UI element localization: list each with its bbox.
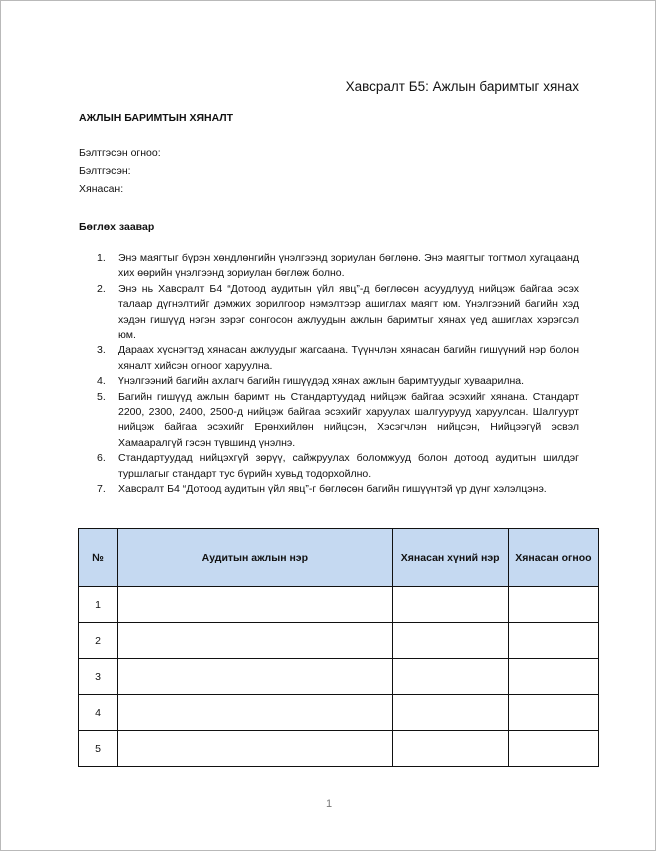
reviewer-name-cell[interactable] (392, 695, 508, 731)
document-title: АЖЛЫН БАРИМТЫН ХЯНАЛТ (79, 112, 234, 124)
audit-name-cell[interactable] (118, 695, 393, 731)
audit-name-cell[interactable] (118, 587, 393, 623)
header-review-date: Хянасан огноо (508, 529, 598, 587)
instruction-item (93, 482, 579, 497)
reviewed-by-label: Хянасан: (79, 183, 124, 195)
table-row (79, 695, 599, 731)
prepared-date-label: Бэлтгэсэн огноо: (79, 147, 161, 159)
table-row (79, 623, 599, 659)
instructions-heading: Бөглөх заавар (79, 221, 155, 233)
instruction-text: Багийн гишүүд ажлын баримт нь Стандартуудад нийцэж байгаа эсэхийг хянана. Стандарт 2200, 2300, 2400, 2500-д нийцэж байгаа эсэхийг харуулах шалгуурууд харуулсан. Шалгуурт нийцэж байгаа эсэхийг Ерөнхийлөн нийцсэн, Хэсэгчлэн нийцсэн, Нийцээгүй эсвэл Хамааралгүй гэсэн түвшинд үнэлнэ. (118, 390, 579, 449)
instruction-number: 3. (97, 344, 106, 357)
instructions-list (93, 251, 579, 498)
page-number: 1 (325, 798, 333, 810)
review-date-cell[interactable] (508, 623, 598, 659)
table-row (79, 587, 599, 623)
table-row (79, 659, 599, 695)
review-date-cell[interactable] (508, 659, 598, 695)
review-date-cell[interactable] (508, 695, 598, 731)
reviewer-name-cell[interactable] (392, 731, 508, 767)
instruction-item (93, 251, 579, 282)
row-number: 4 (79, 695, 118, 731)
review-date-cell[interactable] (508, 731, 598, 767)
instruction-item (93, 343, 579, 374)
instruction-text: Стандартуудад нийцэхгүй зөрүү, сайжруулах боломжууд болон дотоод аудитын шилдэг туршлагыг стандарт тус бүрийн хувьд тодорхойлно. (118, 452, 579, 480)
reviewer-name-cell[interactable] (392, 587, 508, 623)
audit-name-cell[interactable] (118, 623, 393, 659)
instruction-item (93, 451, 579, 482)
instruction-text: Энэ маягтыг бүрэн хөндлөнгийн үнэлгээнд зориулан бөглөнө. Энэ маягтыг тогтмол хугацаанд хих өөрийн үнэлгээнд зориулан бөглөж болно. (118, 252, 579, 280)
row-number: 2 (79, 623, 118, 659)
instruction-item (93, 282, 579, 344)
reviewer-name-cell[interactable] (392, 659, 508, 695)
review-table (78, 528, 599, 767)
row-number: 3 (79, 659, 118, 695)
instruction-item (93, 390, 579, 452)
row-number: 1 (79, 587, 118, 623)
appendix-title: Хавсралт Б5: Ажлын баримтыг хянах (345, 79, 579, 94)
instruction-text: Дараах хүснэгтэд хянасан ажлуудыг жагсаана. Түүнчлэн хянасан багийн гишүүний нэр болон хяналт хийсэн огноог харуулна. (118, 344, 579, 372)
review-date-cell[interactable] (508, 587, 598, 623)
instruction-text: Үнэлгээний багийн ахлагч багийн гишүүдэд хянах ажлын баримтуудыг хуваарилна. (118, 375, 525, 388)
table-header-row (79, 529, 599, 587)
instruction-text: Хавсралт Б4 “Дотоод аудитын үйл явц”-г бөглөсөн багийн гишүүнтэй үр дүнг хэлэлцэнэ. (118, 483, 547, 496)
header-audit-name: Аудитын ажлын нэр (118, 529, 393, 587)
table-row (79, 731, 599, 767)
instruction-number: 4. (97, 375, 106, 388)
header-number: № (79, 529, 118, 587)
header-reviewer-name: Хянасан хүний нэр (392, 529, 508, 587)
instruction-number: 1. (97, 252, 106, 264)
audit-name-cell[interactable] (118, 731, 393, 767)
instruction-number: 7. (97, 483, 106, 496)
row-number: 5 (79, 731, 118, 767)
instruction-number: 6. (97, 452, 106, 465)
prepared-by-label: Бэлтгэсэн: (79, 165, 131, 177)
instruction-number: 2. (97, 282, 106, 295)
reviewer-name-cell[interactable] (392, 623, 508, 659)
instruction-number: 5. (97, 390, 106, 403)
instruction-item (93, 374, 579, 389)
audit-name-cell[interactable] (118, 659, 393, 695)
instruction-text: Энэ нь Хавсралт Б4 “Дотоод аудитын үйл явц”-д бөглөсөн асуудлууд нийцэж байгаа эсэх талаар дүгнэлтийг дэмжих зорилгоор нэмэлтээр ашиглах маягт юм. Үнэлгээний багийн хэд хэдэн гишүүд нэгэн зэрэг сонгосон ажлуудын ажлын баримтыг хянах үед ашиглах хэрэгсэл юм. (118, 282, 579, 342)
